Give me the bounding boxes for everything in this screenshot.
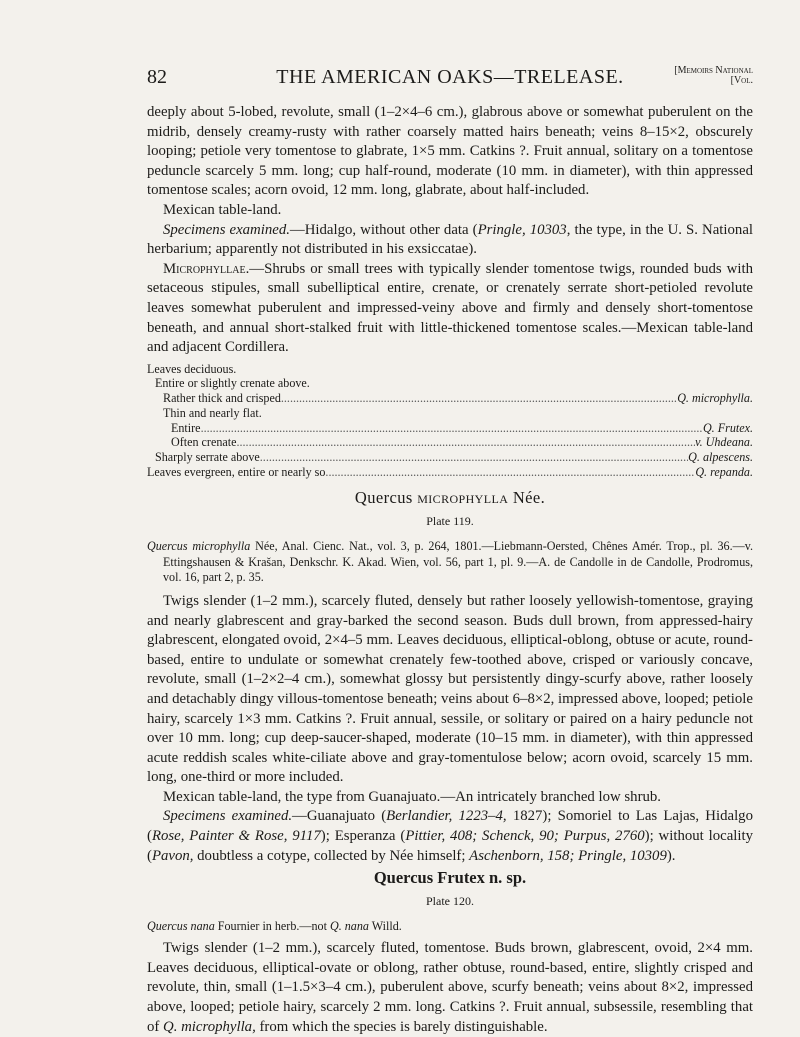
series-label	[674, 66, 753, 86]
specimens-text: ); Esperanza (	[320, 828, 406, 845]
key-row	[147, 450, 753, 465]
species-heading-frutex: Quercus Frutex n. sp.	[373, 868, 527, 888]
key-label: Thin and nearly flat.	[163, 405, 262, 420]
description-text: from which the species is barely distinguishable.	[255, 1018, 548, 1035]
specimens-text: ); without locality (	[147, 828, 754, 864]
key-row	[147, 421, 753, 436]
plate-reference: Plate 120.	[426, 894, 474, 909]
section-name: Microphyllae	[163, 260, 246, 277]
running-title: THE AMERICAN OAKS—TRELEASE.	[276, 66, 624, 88]
key-label: Entire	[171, 420, 201, 435]
key-label: Leaves evergreen, entire or nearly so	[147, 464, 326, 479]
specimens-text: doubtless a cotype, collected by Née himself;	[193, 847, 470, 864]
paragraph-continued: deeply about 5-lobed, revolute, small (1–2×4–6 cm.), glabrous above or somewhat puberulent on the midrib, densely creamy-rusty with rather coarsely matted hairs beneath; veins 8–15×2, obscurely looping; petiole very tomentose to glabrate, 1×5 mm. Catkins ?. Fruit annual, solitary on a tomentose peduncle scarcely 5 mm. long; cup half-round, moderate (10 mm. in diameter), with thin appressed tomentose scales; acorn ovoid, 12 mm. long, glabrate, about half-included.	[147, 104, 753, 199]
heading-author: Née.	[512, 488, 546, 508]
paragraph-microphyllae	[147, 260, 753, 358]
specimens-citation: Rose, Painter & Rose, 9117	[151, 828, 321, 845]
synonym-name: Quercus nana	[147, 919, 215, 934]
key-row	[147, 406, 753, 421]
synonymy-text: Fournier in herb.—not	[214, 919, 330, 934]
key-leader	[201, 421, 703, 436]
synonym-name: Quercus microphylla	[147, 539, 251, 554]
key-label: Often crenate	[171, 435, 237, 450]
synonymy-text: Willd.	[368, 919, 402, 934]
key-label: Entire or slightly crenate above.	[155, 376, 310, 391]
series-volume: [Vol.	[730, 75, 753, 86]
synonym-name: Q. nana	[329, 919, 369, 934]
specimens-citation: Pringle, 10303	[477, 221, 567, 238]
paragraph-specimens	[147, 221, 753, 260]
page-body	[147, 103, 753, 1037]
synonymy	[147, 919, 753, 934]
running-header	[147, 66, 753, 90]
key-leader	[325, 465, 695, 480]
key-label: Sharply serrate above	[155, 449, 260, 464]
heading-genus: Quercus	[354, 488, 413, 508]
description-text: Twigs slender (1–2 mm.), scarcely fluted, tomentose. Buds brown, glabrescent, ovoid, 2×4 mm. Leaves deciduous, elliptical-ovate or oblong, rather obtuse, round-based, entire, slightly crisped and revolute, thin, small (1–1.5×3–4 cm.), puberulent above, scurfy beneath; veins about 8×2, impressed above, looped; petiole hairy, scarcely 2 mm. long. Catkins ?. Fruit annual, subsessile, resembling that of	[147, 940, 753, 1035]
species-range: Mexican table-land, the type from Guanajuato.—An intricately branched low shrub.	[163, 788, 662, 805]
key-row	[147, 376, 753, 391]
specimens-text-end: , the type, in the U. S. National herbarium; apparently not distributed in his exsiccatae).	[147, 221, 754, 258]
synonymy-text: Née, Anal. Cienc. Nat., vol. 3, p. 264, 1801.—Liebmann-Oersted, Chênes Amér. Trop., pl. 36.—v. Ettingshausen & Krašan, Denkschr. K. Akad. Wien, vol. 56, part 1, pl. 9.—A. de Candolle in de Candolle, Prodromus, vol. 16, part 2, p. 35.	[163, 539, 754, 584]
specimens-text: 1827); Somoriel to Las Lajas, Hidalgo (	[147, 808, 753, 845]
key-taxon: Q. Frutex.	[702, 420, 753, 435]
key-row	[147, 362, 753, 377]
page-number: 82	[147, 66, 167, 88]
species-description	[147, 939, 753, 1037]
specimens-citation: Pavon,	[151, 847, 194, 864]
key-taxon: Q. alpescens.	[688, 449, 753, 464]
specimens-citation: Pittier, 408; Schenck, 90; Purpus, 2760	[405, 828, 645, 845]
key-taxon: Q. microphylla.	[677, 391, 753, 406]
heading-epithet: microphylla	[417, 488, 509, 508]
key-leader	[236, 435, 695, 450]
key-label: Rather thick and crisped	[163, 391, 281, 406]
specimens-text: ).	[666, 847, 676, 864]
plate-reference: Plate 119.	[426, 514, 474, 529]
species-description: Twigs slender (1–2 mm.), scarcely fluted, densely but rather loosely yellowish-tomentose, graying and nearly glabrescent and gray-barked the second season. Buds dull brown, from appressed-hairy glabrescent, elongated ovoid, 2×4–5 mm. Leaves deciduous, elliptical-oblong, obtuse or acute, round-based, entire to undulate or somewhat crenately few-toothed above, crisped or variously concave, revolute, small (1–2×2–4 cm.), somewhat glossy but persistently dingy-scurfy above, rather loosely and detachably dingy villous-tomentose beneath; veins about 6–8×2, impressed above, looped; petiole hairy, scarcely 1×3 mm. Catkins ?. Fruit annual, sessile, or solitary or paired on a hairy peduncle not over 10 mm. long; cup deep-saucer-shaped, moderate (10–15 mm. in diameter), with thin appressed acute reddish scales white-ciliate above and gray-tomentulose below; acorn ovoid, scarcely 15 mm. long, one-third or more included.	[147, 592, 753, 786]
key-taxon: Q. repanda.	[695, 464, 753, 479]
section-description: .—Shrubs or small trees with typically slender tomentose twigs, rounded buds with setaceous stipules, small subelliptical entire, crenate, or crenately serrate short-petioled revolute leaves somewhat puberulent and impressed-veiny above and firmly and densely short-tomentose beneath, and annual short-stalked fruit with little-thickened tomentose scales.—Mexican table-land and adjacent Cordillera.	[147, 260, 753, 356]
specimens-citation: Aschenborn, 158; Pringle, 10309	[469, 847, 667, 864]
specimens-text: —Hidalgo, without other data (	[289, 221, 478, 238]
species-heading-microphylla	[147, 488, 753, 508]
species-specimens	[147, 807, 753, 866]
key-leader	[281, 391, 677, 406]
specimens-label: Specimens examined.	[163, 221, 290, 238]
key-row	[147, 465, 753, 480]
species-reference: Q. microphylla,	[163, 1018, 256, 1035]
key-label: Leaves deciduous.	[147, 361, 237, 376]
key-leader	[260, 450, 688, 465]
key-row	[147, 435, 753, 450]
specimens-citation: Berlandier, 1223–4,	[386, 808, 507, 825]
specimens-text: —Guanajuato (	[292, 808, 387, 825]
synonymy	[147, 539, 753, 585]
key-row	[147, 391, 753, 406]
identification-key	[147, 362, 753, 480]
key-taxon: v. Uhdeana.	[695, 435, 753, 450]
series-name: [Memoirs National	[674, 65, 753, 76]
specimens-label: Specimens examined.	[163, 808, 293, 825]
paragraph-range: Mexican table-land.	[163, 201, 282, 218]
